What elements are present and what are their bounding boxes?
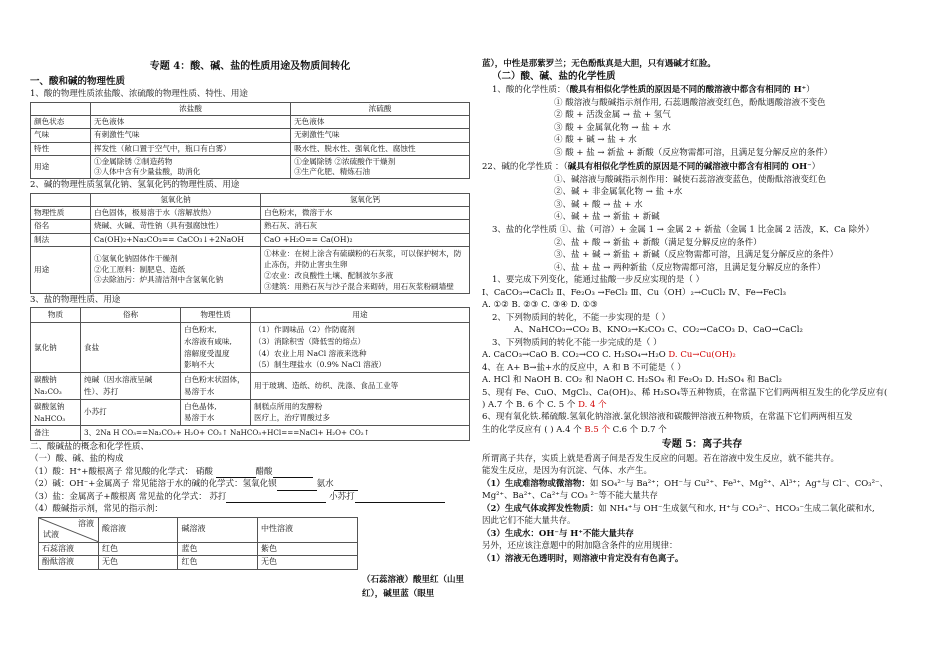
ind-cell: 红色 xyxy=(178,556,257,570)
salt-line: （5）制生理盐水（0.9% NaCl 溶液） xyxy=(254,360,386,370)
naoh-use: ②化工原料：制肥皂、造纸 xyxy=(94,264,186,274)
naoh-use: ①氢氧化钠固体作干燥剂 xyxy=(94,254,178,264)
acid-th-2: 浓硫酸 xyxy=(291,102,470,115)
salt-line: 易溶于水 xyxy=(184,413,215,423)
salt-line: （1）作调味品（2）作防腐剂 xyxy=(254,324,355,334)
base-item: ④、碱 + 盐 → 新盐 + 新碱 xyxy=(554,211,660,222)
para-1: 所谓离子共存，实质上就是看离子间是否发生反应的问题。若在溶液中发生反应，就不能共存。 xyxy=(482,453,840,464)
acid-def-b: 醋酸 xyxy=(255,466,273,477)
salt-cell xyxy=(251,322,470,372)
ind-cell: 红色 xyxy=(99,542,178,556)
ind-cell: 酚酞溶液 xyxy=(39,556,99,570)
salt-line: 易溶于水 xyxy=(184,386,215,396)
table-row xyxy=(31,129,470,142)
q5-abc: ) A.7 个 B. 6 个 C. 5 个 xyxy=(482,400,576,410)
acid-cell xyxy=(291,155,470,179)
q6-c: C.6 个 D.7 个 xyxy=(609,424,667,435)
para-3-a: （1）生成难溶物或微溶物： xyxy=(482,478,590,489)
question-5: 5、现有 Fe、CuO、MgCl₂、Ca(OH)₂、稀 H₂SO₄等五种物质，在常温下它们两两相互发生的化学反应有( xyxy=(482,387,888,398)
acid-cell: 无刺激性气味 xyxy=(291,129,470,142)
base-def-b: 氨水 xyxy=(316,479,334,490)
table-row xyxy=(31,399,470,426)
table-row xyxy=(31,116,470,129)
base-properties-table xyxy=(30,193,470,294)
diag-bottom: 试液 xyxy=(43,529,59,539)
salt-cell xyxy=(181,322,251,372)
acid-cell: 挥发性（敞口置于空气中，瓶口有白雾） xyxy=(91,142,291,155)
base-item: ③、碱 + 酸 → 盐 + 水 xyxy=(554,199,643,210)
indicator-table xyxy=(38,517,358,571)
section-5-title: 专题 5：离子共存 xyxy=(661,439,743,451)
table-row xyxy=(39,542,358,556)
section-2-heading: 二、酸碱盐的概念和化学性质、 xyxy=(30,441,150,452)
caoh-use: ③建筑：用熟石灰与沙子混合来砌砖，用石灰浆粉刷墙壁 xyxy=(264,281,454,291)
para-3-b: 如 SO₄²⁻与 Ba²⁺；OH⁻与 Cu²⁺、Fe³⁺、Mg²⁺、Al³⁺；Ag⁺与 Cl⁻、CO₃²⁻、 xyxy=(589,478,888,489)
ind-cell: 蓝色 xyxy=(178,542,257,556)
q6-b: B.5 个 xyxy=(584,424,610,435)
base-item: ②、碱 + 非金属氧化物 → 盐 +水 xyxy=(554,187,683,198)
section-1-heading: 一、酸和碱的物理性质 xyxy=(30,75,126,87)
rhyme-continued: 蓝），中性是那紫罗兰；无色酚酞真是大胆，只有遇碱才红脸。 xyxy=(482,59,716,69)
salt-line: 白色粉末, xyxy=(184,324,217,334)
q6-options xyxy=(482,425,922,436)
blank-field[interactable] xyxy=(226,495,326,503)
question-6: 6、现有氧化铁.稀硫酸.氢氧化钠溶液.氯化钡溶液和碳酸钾溶液五种物质，在常温下它们两两相互发 xyxy=(482,412,853,423)
para-8: 另外，还应该注意题中的附加隐含条件的应用规律： xyxy=(482,541,678,552)
salt-line: 碳酸钠 xyxy=(34,375,57,385)
salt-item: ②、盐 + 酸 → 新盐 + 新酸（满足复分解反应的条件） xyxy=(554,237,762,248)
q5-options xyxy=(482,400,922,411)
section-2-2: （二）酸、碱、盐的化学性质 xyxy=(492,71,616,83)
salt-cell xyxy=(81,373,181,400)
acid-item: ③ 酸 + 金属氧化物 → 盐 + 水 xyxy=(554,122,671,133)
q3-d: D. Cu→Cu(OH)₂ xyxy=(668,350,736,361)
para-7: （3）生成水：OH⁻与 H⁺不能大量共存 xyxy=(482,528,634,539)
table-row xyxy=(31,246,470,293)
base-cell: 用途 xyxy=(31,246,91,293)
acid-th-0 xyxy=(31,102,91,115)
base-cell: 物理性质 xyxy=(31,207,91,220)
base-cell: 制法 xyxy=(31,233,91,246)
table-row xyxy=(39,556,358,570)
para-9: （1）溶液无色透明时，则溶液中肯定没有有色离子。 xyxy=(482,553,684,564)
table-row xyxy=(31,142,470,155)
acid-cell xyxy=(91,155,291,179)
salt-def: （3）盐：金属离子+酸根离 常见盐的化学式： 苏打 xyxy=(30,491,227,502)
line-acid xyxy=(30,467,470,478)
acid-cell: 特性 xyxy=(31,142,91,155)
section-1-1: 1、酸的物理性质浓盐酸、浓硫酸的物理性质、特性、用途 xyxy=(30,89,248,100)
salt-line: 影响不大 xyxy=(184,360,215,370)
blank-field[interactable] xyxy=(216,470,256,478)
salt-line: 溶解度受温度 xyxy=(184,348,230,358)
blank-field[interactable] xyxy=(355,495,445,503)
section-1-3: 3、盐的物理性质、用途 xyxy=(30,294,121,305)
acid-cell: 无色液体 xyxy=(291,116,470,129)
blank-field[interactable] xyxy=(277,483,317,491)
salt-properties-table xyxy=(30,307,470,441)
salt-cell: 3、2Na H CO₃==Na₂CO₃+ H₂O+ CO₂↑ NaHCO₃+HCl===NaCl+ H₂O+ CO₂↑ xyxy=(81,426,470,441)
line-indicator: （4）酸碱指示剂，常见的指示剂： xyxy=(30,504,163,515)
base-cell xyxy=(91,246,261,293)
ind-th: 酸溶液 xyxy=(99,517,178,542)
salt-line: 纯碱（因水溶液呈碱 xyxy=(84,375,153,385)
ind-th: 中性溶液 xyxy=(257,517,357,542)
salt-line: 制糕点所用的发酵粉 xyxy=(254,401,323,411)
salt-cell: 食盐 xyxy=(81,322,181,372)
acid-item: ④ 酸 + 碱 → 盐 + 水 xyxy=(554,135,637,146)
salt-cell xyxy=(31,373,81,400)
ind-cell: 无色 xyxy=(257,556,357,570)
diag-header xyxy=(39,518,98,542)
acid-use-line: ③人体中含有少量盐酸，助消化 xyxy=(94,167,201,177)
q4-options xyxy=(482,375,922,386)
para-6: 因此它们不能大量共存。 xyxy=(482,516,576,527)
base-cell: 熟石灰、消石灰 xyxy=(261,220,470,233)
salt-line: 用于玻璃、造纸、纺织、洗涤、食品工业等 xyxy=(254,380,399,390)
salt-line: 性）、苏打 xyxy=(84,386,119,396)
base-th-1: 氢氧化钠 xyxy=(91,193,261,206)
acid-properties-table xyxy=(30,102,470,180)
question-2: 2、下列物质间的转化，不能一步实现的是（ ） xyxy=(492,312,671,323)
base-th-0 xyxy=(31,193,91,206)
q1-answers: A. ①② B. ②③ C. ③④ D. ①③ xyxy=(482,300,598,311)
q4-abc: A. HCl 和 NaOH B. CO₂ 和 NaOH C. H₂SO₄ 和 Fe₂O₃ xyxy=(482,375,703,386)
salt-cell xyxy=(31,399,81,426)
question-4: 4、在 A+ B→盐+水的反应中，A 和 B 不可能是（ ） xyxy=(482,362,686,373)
indicator-rhyme: （石蕊溶液）酸里红（山里红），碱里蓝（眼里 xyxy=(362,575,465,599)
caoh-use: ①林业：在树上涂含有硫磺粉的石灰浆，可以保护树木，防止冻伤，并防止害虫生卵 xyxy=(264,248,462,269)
acid-th-1: 浓盐酸 xyxy=(91,102,291,115)
acid-cell: 无色液体 xyxy=(91,116,291,129)
base-cell: 烧碱、火碱、苛性钠（具有强腐蚀性） xyxy=(91,220,261,233)
table-row xyxy=(31,322,470,372)
right-column xyxy=(482,58,922,566)
q6-a: 生的化学反应有 ( ) A.4 个 xyxy=(482,424,582,435)
salt-item: ④、盐 + 盐 → 两种新盐（反应物需都可溶，且满足复分解反应的条件） xyxy=(554,262,826,273)
diag-top: 溶液 xyxy=(78,518,94,528)
salt-cell: 氯化钠 xyxy=(31,322,81,372)
base-th-2: 氢氧化钙 xyxy=(261,193,470,206)
salt-line: Na₂CO₃ xyxy=(34,387,62,397)
ind-cell: 石蕊溶液 xyxy=(39,542,99,556)
acid-cell: 吸水性、脱水性、强氧化性、腐蚀性 xyxy=(291,142,470,155)
blank-field[interactable] xyxy=(334,483,358,491)
left-column xyxy=(30,0,470,570)
caoh-use: ②农业：改良酸性土壤、配制波尔多液 xyxy=(264,270,394,280)
base-cell: 白色固体，极易溶于水（溶解放热） xyxy=(91,207,261,220)
q5-d: D. 4 个 xyxy=(578,400,607,410)
salt-line: NaHCO₃ xyxy=(34,413,66,423)
base-cell: 俗名 xyxy=(31,220,91,233)
acid-use-line: ③生产化肥、精炼石油 xyxy=(294,167,370,177)
para-5 xyxy=(482,504,922,515)
line-base xyxy=(30,479,470,490)
salt-cell xyxy=(251,373,470,400)
acid-cell: 颜色状态 xyxy=(31,116,91,129)
acid-cell: 用途 xyxy=(31,155,91,179)
table-row xyxy=(31,426,470,441)
section-1-2: 2、碱的物理性质氢氧化钠、氢氧化钙的物理性质、用途 xyxy=(30,180,240,191)
para-5-b: 如 NH₄⁺与 OH⁻生成氨气和水, H⁺与 CO₃²⁻、HCO₃⁻生成二氧化碳和水, xyxy=(598,503,875,514)
line-salt xyxy=(30,492,470,503)
acid-def: （1）酸：H⁺+酸根离子 常见酸的化学式： 硝酸 xyxy=(30,466,213,477)
base-def: （2）碱：OH⁻+金属离子 常见能溶于水的碱的化学式：氢氧化钡 xyxy=(30,479,277,490)
acid-item: ① 酸溶液与酸碱指示剂作用, 石蕊遇酸溶液变红色，酚酞遇酸溶液不变色 xyxy=(554,97,826,108)
salt-line: 白色晶体, xyxy=(184,401,217,411)
salt-line: 医疗上，治疗胃酸过多 xyxy=(254,413,330,423)
salt-cell xyxy=(181,373,251,400)
base-cell: Ca(OH)₂+Na₂CO₃== CaCO₃↓+2NaOH xyxy=(91,233,261,246)
question-1: 1、要完成下列变化，能通过盐酸一步反应实现的是（ ） xyxy=(492,275,705,286)
table-row xyxy=(31,155,470,179)
salt-th-2: 物理性质 xyxy=(181,308,251,323)
table-row xyxy=(31,233,470,246)
q4-d: D. H₂SO₄ 和 BaCl₂ xyxy=(705,375,782,386)
table-row xyxy=(31,207,470,220)
acid-cell: 有刺激性气味 xyxy=(91,129,291,142)
table-row xyxy=(31,220,470,233)
salt-line: 水溶液有咸味, xyxy=(184,336,232,346)
base-head-b: 碱具有相似化学性质的原因是不同的碱溶液中都含有相同的 OH⁻ xyxy=(567,162,812,173)
acid-cell: 气味 xyxy=(31,129,91,142)
para-2: 能发生反应，是因为有沉淀、气体、水产生。 xyxy=(482,466,653,477)
acid-item: ⑤ 酸 + 盐 → 新盐 + 新酸（反应物需都可溶，且满足复分解反应的条件） xyxy=(554,147,833,158)
doc-title: 专题 4：酸、碱、盐的性质用途及物质间转化 xyxy=(149,61,351,72)
acid-chem-head xyxy=(482,85,922,96)
diag-cell xyxy=(39,517,99,542)
salt-cell: 小苏打 xyxy=(81,399,181,426)
base-head-c: ） xyxy=(811,162,821,173)
acid-head-c: ） xyxy=(806,85,815,96)
q3-abc: A. CaCO₃→CaO B. CO₂→CO C. H₂SO₄→H₂O xyxy=(482,350,666,361)
q1-options: Ⅰ、CaCO₃→CaCl₂ Ⅱ、Fe₂O₃ →FeCl₂ Ⅲ、Cu（OH）₂→CuCl₂ Ⅳ、Fe→FeCl₃ xyxy=(482,287,787,298)
ind-cell: 无色 xyxy=(99,556,178,570)
acid-use-line: ①金属除锈 ②浓硫酸作干燥剂 xyxy=(294,156,396,166)
ind-cell: 紫色 xyxy=(257,542,357,556)
base-cell xyxy=(261,246,470,293)
acid-item: ② 酸 + 活泼金属 → 盐 + 氢气 xyxy=(554,110,671,121)
acid-head-b: 酸具有相似化学性质的原因是不同的酸溶液中都含有相同的 H⁺ xyxy=(569,85,807,96)
salt-th-3: 用途 xyxy=(251,308,470,323)
question-3: 3、下列物质间的转化不能一步完成的是（ ） xyxy=(492,337,662,348)
base-cell: 白色粉末，微溶于水 xyxy=(261,207,470,220)
salt-cell xyxy=(251,399,470,426)
q3-options xyxy=(482,350,922,361)
para-3 xyxy=(482,479,922,490)
salt-item: ③、盐 + 碱 → 新盐 + 新碱（反应物需都可溶，且满足复分解反应的条件） xyxy=(554,250,839,261)
base-chem-head xyxy=(482,162,922,173)
acid-use-line: ①金属除锈 ②制造药物 xyxy=(94,156,173,166)
naoh-use: ③去除油污：炉具清洁剂中含氢氧化钠 xyxy=(94,274,224,284)
salt-cell: 备注 xyxy=(31,426,81,441)
q2-options: A、NaHCO₃→CO₂ B、KNO₃→K₂CO₃ C、CO₂→CaCO₃ D、CaO→CaCl₂ xyxy=(514,325,803,336)
salt-def-b: 小苏打 xyxy=(329,491,355,502)
section-2-1: （一）酸、碱、盐的构成 xyxy=(30,454,124,465)
acid-head-a: 1、酸的化学性质：（ xyxy=(492,85,570,96)
salt-line: （4）农业上用 NaCl 溶液来选种 xyxy=(254,348,367,358)
base-cell: CaO +H₂O== Ca(OH)₂ xyxy=(261,233,470,246)
blank-field[interactable] xyxy=(273,470,313,478)
salt-th-1: 俗称 xyxy=(81,308,181,323)
base-head-a: 22、碱的化学性质 ：（ xyxy=(482,162,568,173)
salt-line: （3）消除积雪（降低雪的熔点） xyxy=(254,336,366,346)
salt-chem-head: 3、盐的化学性质 ①、盐（可溶）+ 金属 1 → 金属 2 + 新盐（金属 1 比金属 2 活泼，K、Ca 除外） xyxy=(492,225,874,236)
salt-line: 白色粉末状固体， xyxy=(184,375,245,385)
para-4: Mg²⁺、Ba²⁺、Ca²⁺与 CO₃ ²⁻等不能大量共存 xyxy=(482,491,658,502)
table-row xyxy=(31,373,470,400)
salt-cell xyxy=(181,399,251,426)
para-5-a: （2）生成气体或挥发性物质： xyxy=(482,503,599,514)
salt-line: 碳酸氢钠 xyxy=(34,401,65,411)
salt-th-0: 物质 xyxy=(31,308,81,323)
ind-th: 碱溶液 xyxy=(178,517,257,542)
base-item: ①、碱溶液与酸碱指示剂作用：碱使石蕊溶液变蓝色，使酚酞溶液变红色 xyxy=(554,174,827,185)
